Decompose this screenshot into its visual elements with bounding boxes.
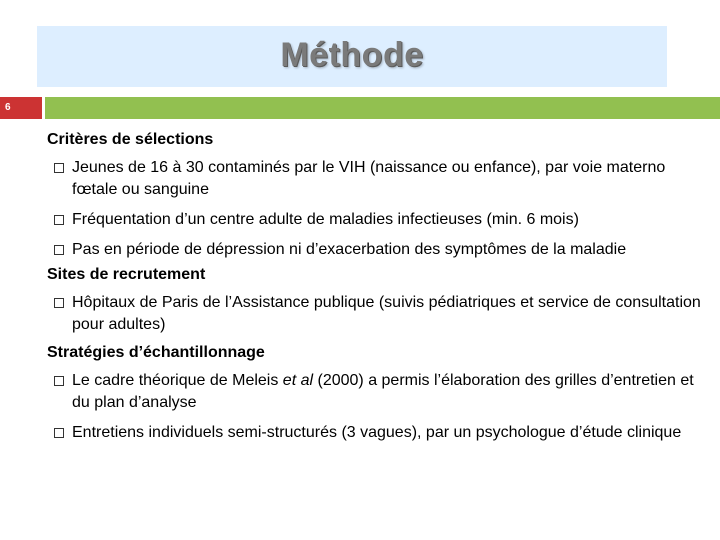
- slide-content: [47, 126, 707, 444]
- list-item-text: Fréquentation d’un centre adulte de maladies infectieuses (min. 6 mois): [72, 211, 579, 228]
- list-item-text: Entretiens individuels semi-structurés (3 vagues), par un psychologue d’étude clinique: [72, 424, 682, 441]
- slide-title: Méthode: [280, 36, 424, 74]
- section-heading-criteria: Critères de sélections: [47, 131, 214, 148]
- square-bullet-icon: [54, 428, 64, 438]
- text-before: Le cadre théorique de Meleis: [72, 372, 283, 389]
- list-item: [47, 157, 707, 201]
- accent-bar: [45, 97, 720, 119]
- list-item-text: [72, 372, 694, 411]
- square-bullet-icon: [54, 376, 64, 386]
- list-item-text: Jeunes de 16 à 30 contaminés par le VIH (naissance ou enfance), par voie materno fœtale ou sanguine: [72, 159, 666, 198]
- list-item: [47, 422, 707, 444]
- slide-number: 6: [5, 102, 11, 113]
- slide-number-badge: [0, 97, 42, 119]
- square-bullet-icon: [54, 215, 64, 225]
- list-item: [47, 239, 707, 261]
- text-after: (2000) a permis l’élaboration des grilles d’entretien et du plan d’analyse: [72, 372, 694, 411]
- square-bullet-icon: [54, 298, 64, 308]
- list-item-text: Pas en période de dépression ni d’exacerbation des symptômes de la maladie: [72, 241, 627, 258]
- section-heading-sites: Sites de recrutement: [47, 266, 206, 283]
- list-item: [47, 209, 707, 231]
- title-banner: [37, 26, 667, 87]
- text-italic: et al: [282, 372, 314, 389]
- list-item-text: Hôpitaux de Paris de l’Assistance publique (suivis pédiatriques et service de consultation pour adultes): [72, 294, 701, 333]
- list-item: [47, 292, 707, 336]
- square-bullet-icon: [54, 163, 64, 173]
- list-item: [47, 370, 707, 414]
- section-heading-sampling: Stratégies d’échantillonnage: [47, 344, 265, 361]
- square-bullet-icon: [54, 245, 64, 255]
